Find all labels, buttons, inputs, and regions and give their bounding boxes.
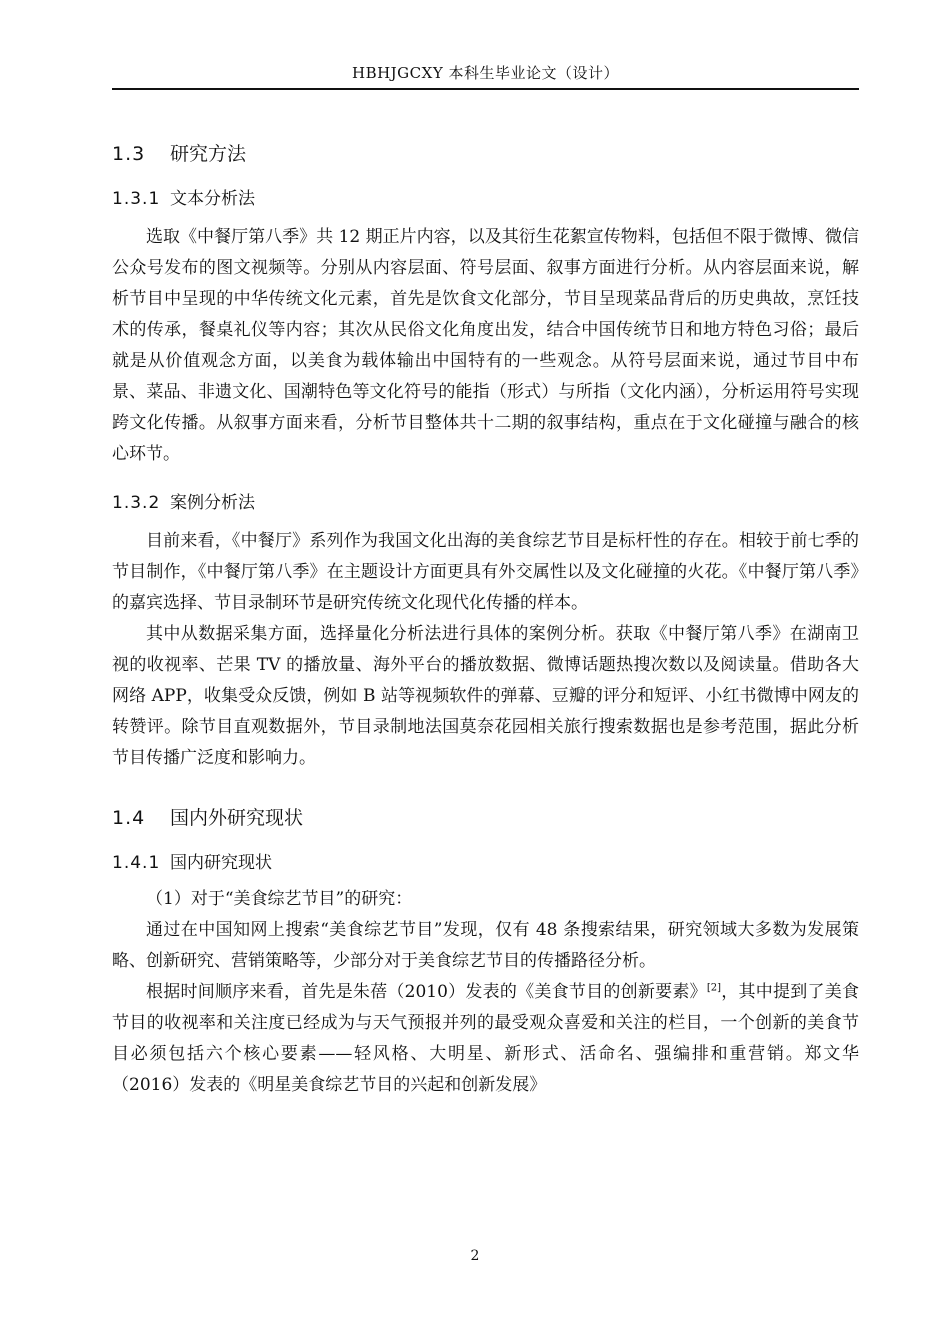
page-body <box>112 140 859 1101</box>
paragraph-with-citation <box>112 977 859 1101</box>
subsection-heading-1-3-1 <box>112 186 859 212</box>
section-heading-1-4 <box>112 804 859 832</box>
section-title: 国内外研究现状 <box>170 807 304 829</box>
paragraph: 目前来看，《中餐厅》系列作为我国文化出海的美食综艺节目是标杆性的存在。相较于前七季的节目制作，《中餐厅第八季》在主题设计方面更具有外交属性以及文化碰撞的火花。《中餐厅第八季》的嘉宾选择、节目录制环节是研究传统文化现代化传播的样本。 <box>112 531 859 613</box>
paragraph: 其中从数据采集方面，选择量化分析法进行具体的案例分析。获取《中餐厅第八季》在湖南卫视的收视率、芒果 TV 的播放量、海外平台的播放数据、微博话题热搜次数以及阅读量。借助各大网络 APP，收集受众反馈，例如 B 站等视频软件的弹幕、豆瓣的评分和短评、小红书微博中网友的转赞评。除节目直观数据外，节目录制地法国莫奈花园相关旅行搜索数据也是参考范围，据此分析节目传播广泛度和影响力。 <box>112 624 859 768</box>
paragraph-text: ，其中提到了美食节目的收视率和关注度已经成为与天气预报并列的最受观众喜爱和关注的栏目，一个创新的美食节目必须包括六个核心要素——轻风格、大明星、新形式、活命名、强编排和重营销。郑文华（2016）发表的《明星美食综艺节目的兴起和创新发展》 <box>112 982 860 1095</box>
subsection-heading-1-3-2 <box>112 490 859 516</box>
subsection-title: 文本分析法 <box>170 189 255 209</box>
section-title: 研究方法 <box>170 143 247 165</box>
subsection-title: 国内研究现状 <box>170 853 272 873</box>
paragraph: 通过在中国知网上搜索“美食综艺节目”发现，仅有 48 条搜索结果，研究领域大多数为发展策略、创新研究、营销策略等，少部分对于美食综艺节目的传播路径分析。 <box>112 920 859 971</box>
subsection-title: 案例分析法 <box>170 493 255 513</box>
paragraph: 选取《中餐厅第八季》共 12 期正片内容，以及其衍生花絮宣传物料，包括但不限于微博、微信公众号发布的图文视频等。分别从内容层面、符号层面、叙事方面进行分析。从内容层面来说，解析节目中呈现的中华传统文化元素，首先是饮食文化部分，节目呈现菜品背后的历史典故，烹饪技术的传承，餐桌礼仪等内容；其次从民俗文化角度出发，结合中国传统节日和地方特色习俗；最后就是从价值观念方面，以美食为载体输出中国特有的一些观念。从符号层面来说，通过节目中布景、菜品、非遗文化、国潮特色等文化符号的能指（形式）与所指（文化内涵），分析运用符号实现跨文化传播。从叙事方面来看，分析节目整体共十二期的叙事结构，重点在于文化碰撞与融合的核心环节。 <box>112 227 859 464</box>
header-rule <box>112 88 859 90</box>
subsection-heading-1-4-1 <box>112 850 859 876</box>
subsection-number: 1.3.1 <box>112 189 161 209</box>
subsection-number: 1.3.2 <box>112 493 161 513</box>
section-number: 1.3 <box>112 143 146 165</box>
section-number: 1.4 <box>112 807 146 829</box>
paragraph-text: 根据时间顺序来看，首先是朱蓓（2010）发表的《美食节目的创新要素》 <box>146 982 707 1002</box>
subsection-number: 1.4.1 <box>112 853 161 873</box>
page-number: 2 <box>470 1248 480 1264</box>
section-heading-1-3 <box>112 140 859 168</box>
citation-ref: [2] <box>706 982 722 994</box>
list-item-label: （1）对于“美食综艺节目”的研究： <box>146 889 413 909</box>
running-header: HBHJGCXY 本科生毕业论文（设计） <box>351 64 619 82</box>
